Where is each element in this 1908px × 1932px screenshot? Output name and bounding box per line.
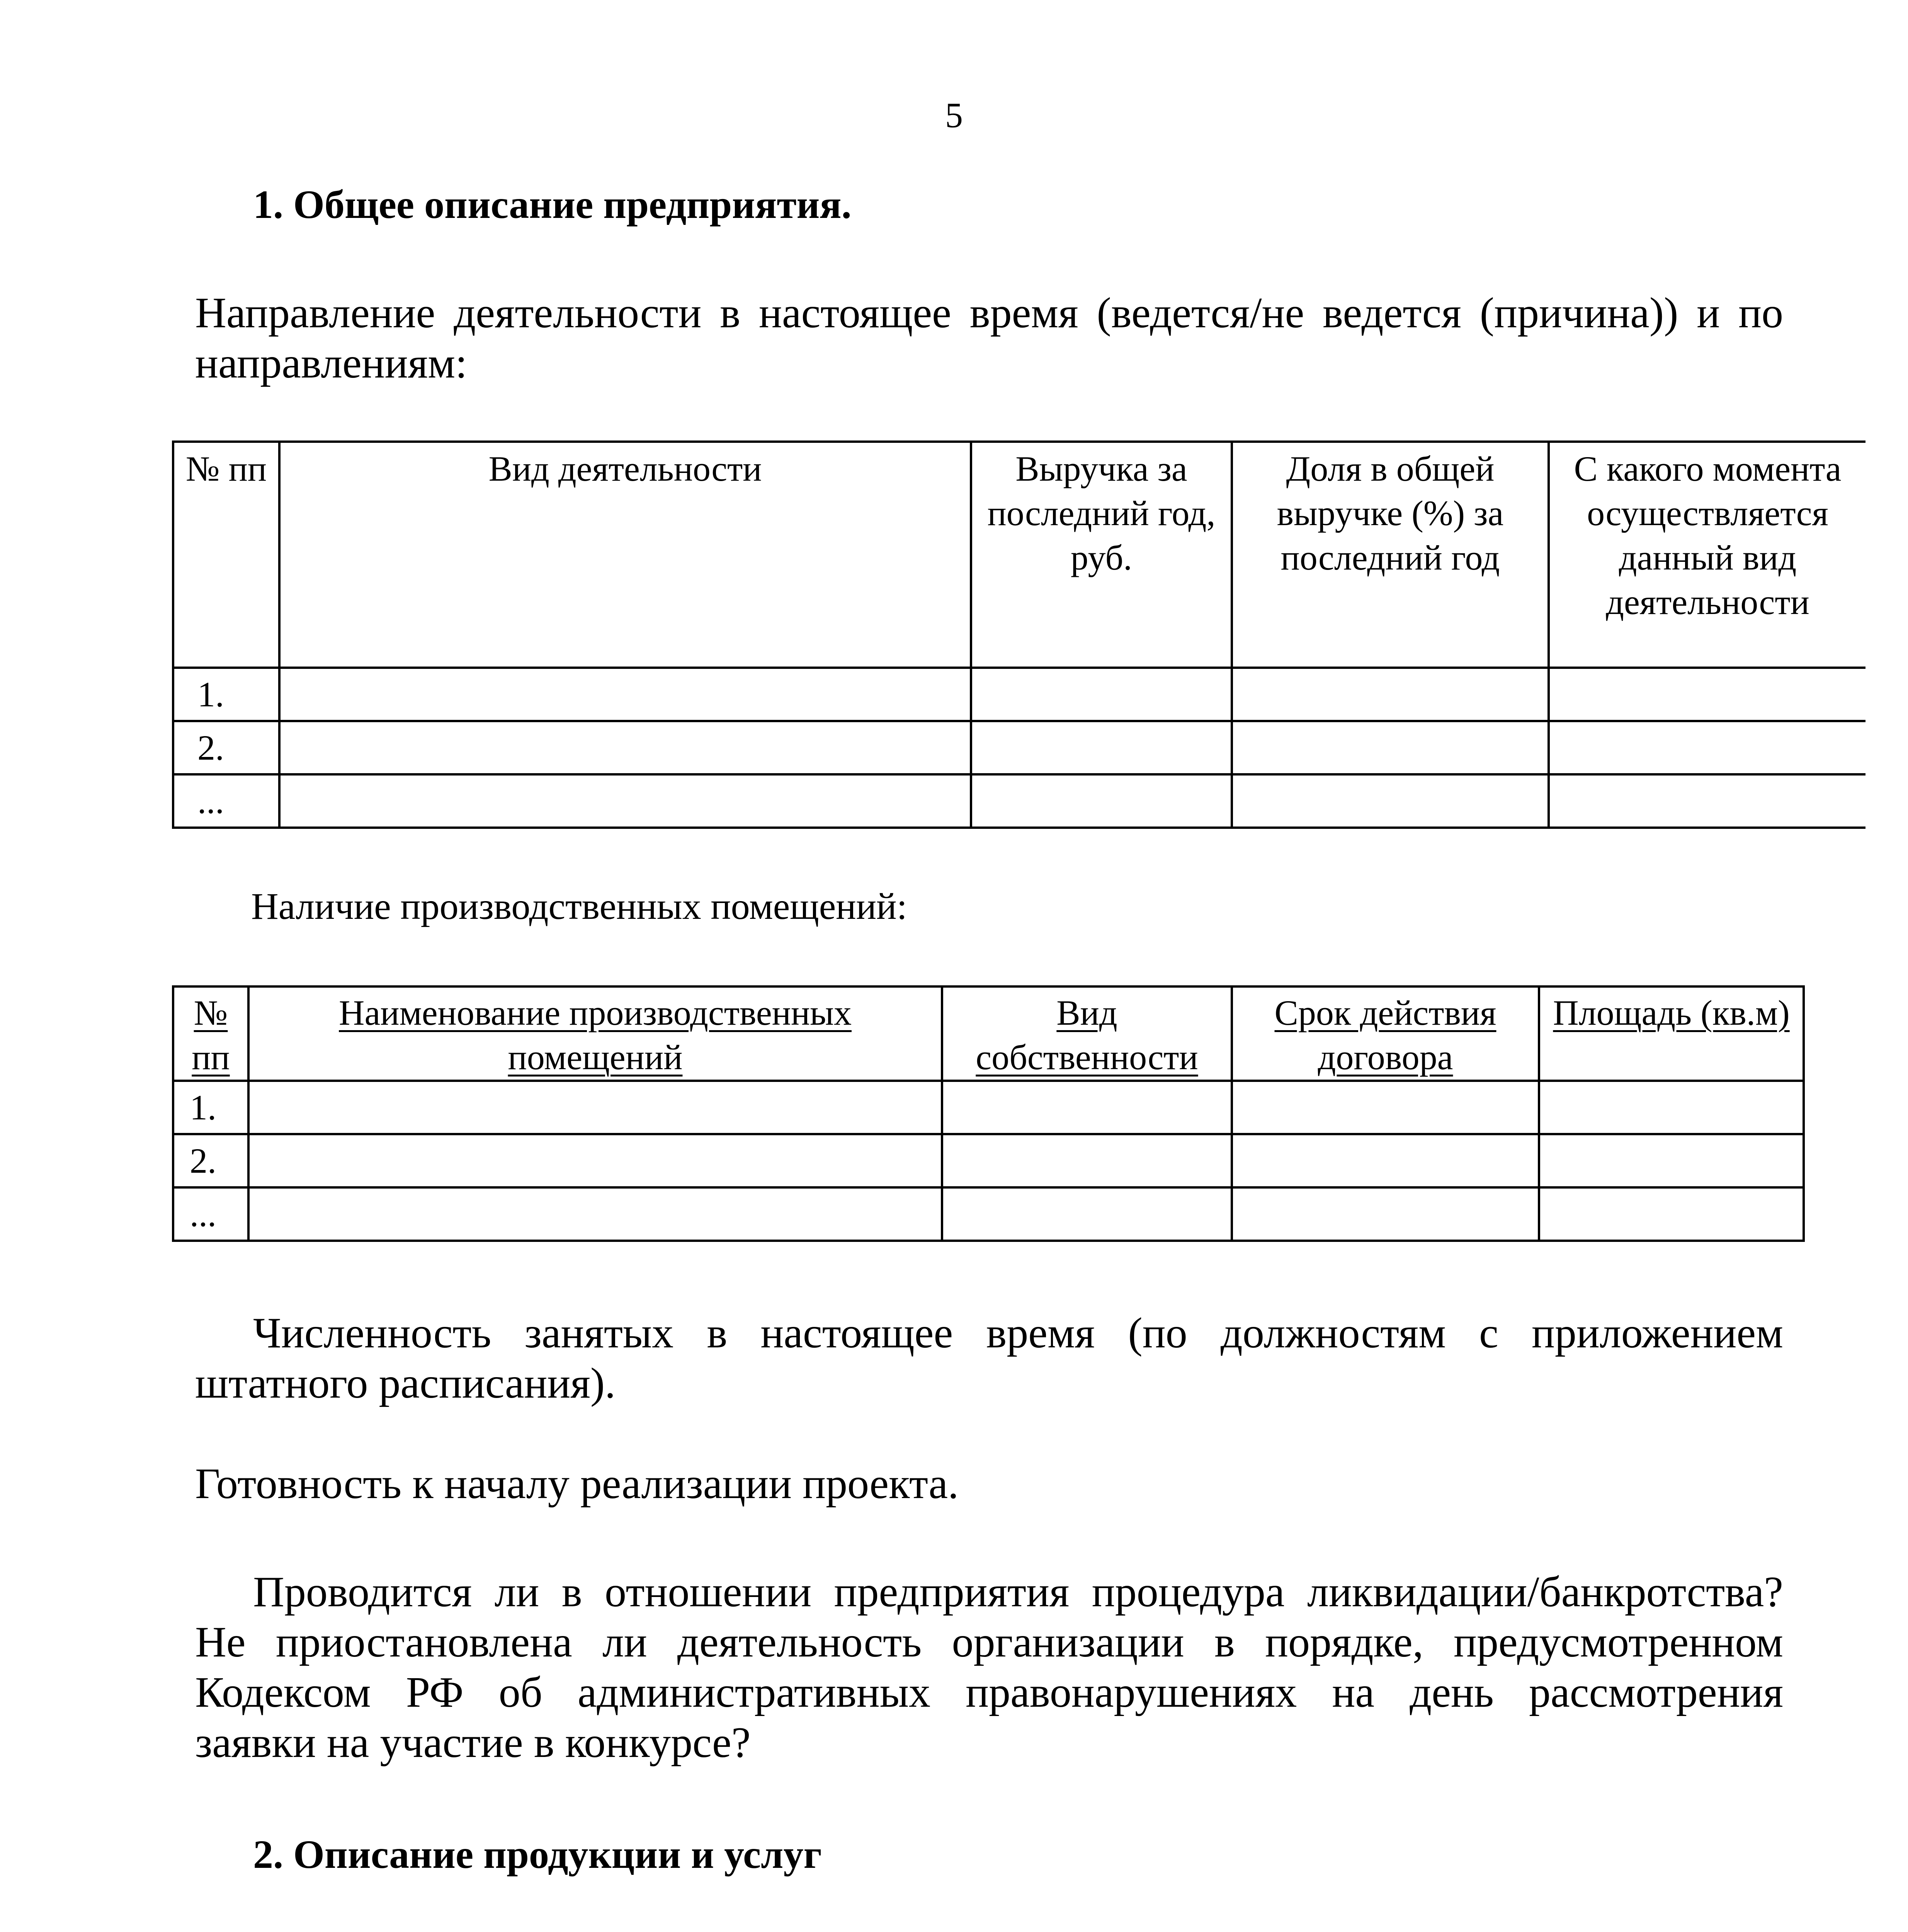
premises-caption: Наличие производственных помещений:	[251, 886, 907, 927]
table-cell	[1549, 774, 1865, 828]
table-cell	[1232, 774, 1549, 828]
column-header-text: Вид собственности	[976, 993, 1198, 1077]
table-cell	[248, 1134, 942, 1187]
activity-intro	[195, 288, 1783, 388]
section-1-heading: 1. Общее описание предприятия.	[253, 182, 852, 227]
table-row	[173, 721, 1865, 774]
table-cell	[1549, 668, 1865, 721]
column-header-text: Наименование производственных помещений	[339, 993, 852, 1077]
table-cell	[971, 721, 1232, 774]
table-cell	[1232, 1187, 1539, 1241]
table-cell	[1539, 1134, 1804, 1187]
column-header	[1539, 986, 1804, 1081]
column-header-text: № пп	[192, 993, 230, 1077]
table-cell	[1232, 668, 1549, 721]
column-header: № пп	[173, 442, 279, 668]
text-line: Направление деятельности в настоящее время (ведется/не ведется (причина)) и по	[195, 289, 1783, 337]
table-cell	[1539, 1081, 1804, 1134]
premises-table	[172, 985, 1805, 1242]
text-line: Проводится ли в отношении предприятия процедура ликвидации/банкротства?	[253, 1568, 1783, 1616]
text-line: штатного расписания).	[195, 1359, 616, 1407]
column-header	[1232, 986, 1539, 1081]
table-cell	[942, 1187, 1232, 1241]
column-header: Доля в общей выручке (%) за последний год	[1232, 442, 1549, 668]
table-cell	[248, 1187, 942, 1241]
table-header-row	[173, 986, 1804, 1081]
column-header	[173, 986, 248, 1081]
table-cell	[279, 721, 971, 774]
table-cell	[1232, 1134, 1539, 1187]
table-row	[173, 1134, 1804, 1187]
table-row	[173, 1187, 1804, 1241]
readiness-text: Готовность к началу реализации проекта.	[195, 1460, 959, 1508]
section-2-heading: 2. Описание продукции и услуг	[253, 1832, 822, 1877]
table-row	[173, 774, 1865, 828]
page-number: 5	[945, 95, 963, 135]
row-number: 1.	[173, 668, 279, 721]
text-line: направлениям:	[195, 339, 468, 387]
column-header: Выручка за последний год, руб.	[971, 442, 1232, 668]
table-cell	[971, 774, 1232, 828]
table-cell	[279, 668, 971, 721]
row-number: 1.	[173, 1081, 248, 1134]
column-header: С какого момента осуществляется данный вид деятельности	[1549, 442, 1865, 668]
row-number: 2.	[173, 1134, 248, 1187]
table-header-row	[173, 442, 1865, 668]
employees-paragraph	[195, 1308, 1783, 1408]
column-header: Вид деятельности	[279, 442, 971, 668]
table-cell	[1539, 1187, 1804, 1241]
column-header	[248, 986, 942, 1081]
activities-table	[172, 440, 1865, 829]
table-cell	[942, 1081, 1232, 1134]
text-line: Кодексом РФ об административных правонарушениях на день рассмотрения	[195, 1668, 1783, 1716]
row-number: ...	[173, 774, 279, 828]
table-cell	[1549, 721, 1865, 774]
text-line: заявки на участие в конкурсе?	[195, 1719, 751, 1767]
column-header-text: Срок действия договора	[1274, 993, 1496, 1077]
table-cell	[1232, 1081, 1539, 1134]
table-cell	[942, 1134, 1232, 1187]
table-cell	[971, 668, 1232, 721]
table-cell	[248, 1081, 942, 1134]
row-number: 2.	[173, 721, 279, 774]
column-header-text: Площадь (кв.м)	[1553, 993, 1790, 1032]
text-line: Численность занятых в настоящее время (по должностям с приложением	[253, 1309, 1783, 1357]
table-cell	[1232, 721, 1549, 774]
table-cell	[279, 774, 971, 828]
liquidation-paragraph	[195, 1567, 1783, 1768]
column-header	[942, 986, 1232, 1081]
table-row	[173, 668, 1865, 721]
row-number: ...	[173, 1187, 248, 1241]
text-line: Не приостановлена ли деятельность организации в порядке, предусмотренном	[195, 1618, 1783, 1666]
table-row	[173, 1081, 1804, 1134]
